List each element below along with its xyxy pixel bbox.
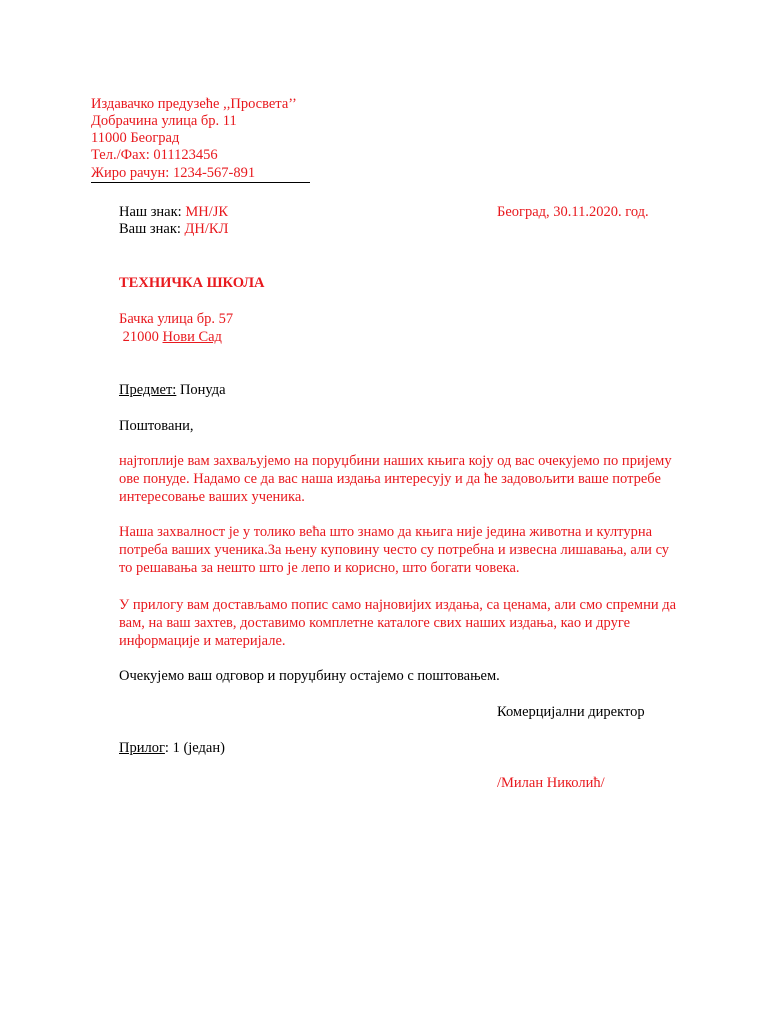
subject-value: Понуда (176, 382, 226, 398)
our-reference-value: МН/ЈК (185, 204, 229, 220)
body-paragraph-1: најтоплије вам захваљујемо на поруџбини наших књига коју од вас очекујемо по пријему ове понуде. Надамо се да вас наша издања интересују и да ће задовољити ваше потребе интересовање ваших ученика. (119, 453, 672, 505)
attachment-value: : 1 (један) (164, 740, 225, 756)
letter-date: Београд, 30.11.2020. год. (497, 204, 649, 220)
recipient-city: Нови Сад (162, 329, 222, 345)
recipient-name: ТЕХНИЧКА ШКОЛА (119, 275, 265, 291)
body-paragraph-2: Наша захвалност је у толико већа што знамо да књига није једина животна и културна потреба ваших ученика.За њену куповину често су потребна и извесна лишавања, али су то решавања за нешто што је лепо и корисно, што богати човека. (119, 524, 670, 576)
sender-name: Издавачко предузеће ,,Просвета’’ (91, 96, 297, 112)
greeting: Поштовани, (119, 418, 194, 434)
recipient-street: Бачка улица бр. 57 (119, 311, 234, 327)
sender-street: Добрачина улица бр. 11 (91, 113, 237, 129)
subject-label: Предмет: (119, 382, 177, 398)
signatory-name: /Милан Николић/ (497, 775, 605, 791)
sender-phone: Тел./Фах: 011123456 (91, 147, 218, 163)
your-reference-label: Ваш знак: (119, 221, 185, 237)
sender-account-row (91, 164, 310, 183)
recipient-postal: 21000 (122, 329, 163, 345)
closing-line: Очекујемо ваш одговор и поруџбину остајемо с поштовањем. (119, 668, 500, 684)
sender-account: Жиро рачун: 1234-567-891 (91, 165, 310, 183)
signatory-title: Комерцијални директор (497, 704, 645, 720)
your-reference (119, 220, 228, 238)
your-reference-value: ДН/КЛ (184, 221, 229, 237)
subject-line (119, 381, 226, 399)
body-paragraph-3: У прилогу вам достављамо попис само најновијих издања, са ценама, али смо спремни да вам, на ваш захтев, доставимо комплетне каталоге свих наших издања, као и друге информације и материјале. (119, 597, 677, 649)
attachment-label: Прилог (119, 740, 165, 756)
recipient-city-row (119, 328, 222, 346)
our-reference-label: Наш знак: (119, 204, 186, 220)
sender-city: 11000 Београд (91, 130, 180, 146)
attachment-line (119, 739, 225, 757)
our-reference (119, 203, 228, 221)
